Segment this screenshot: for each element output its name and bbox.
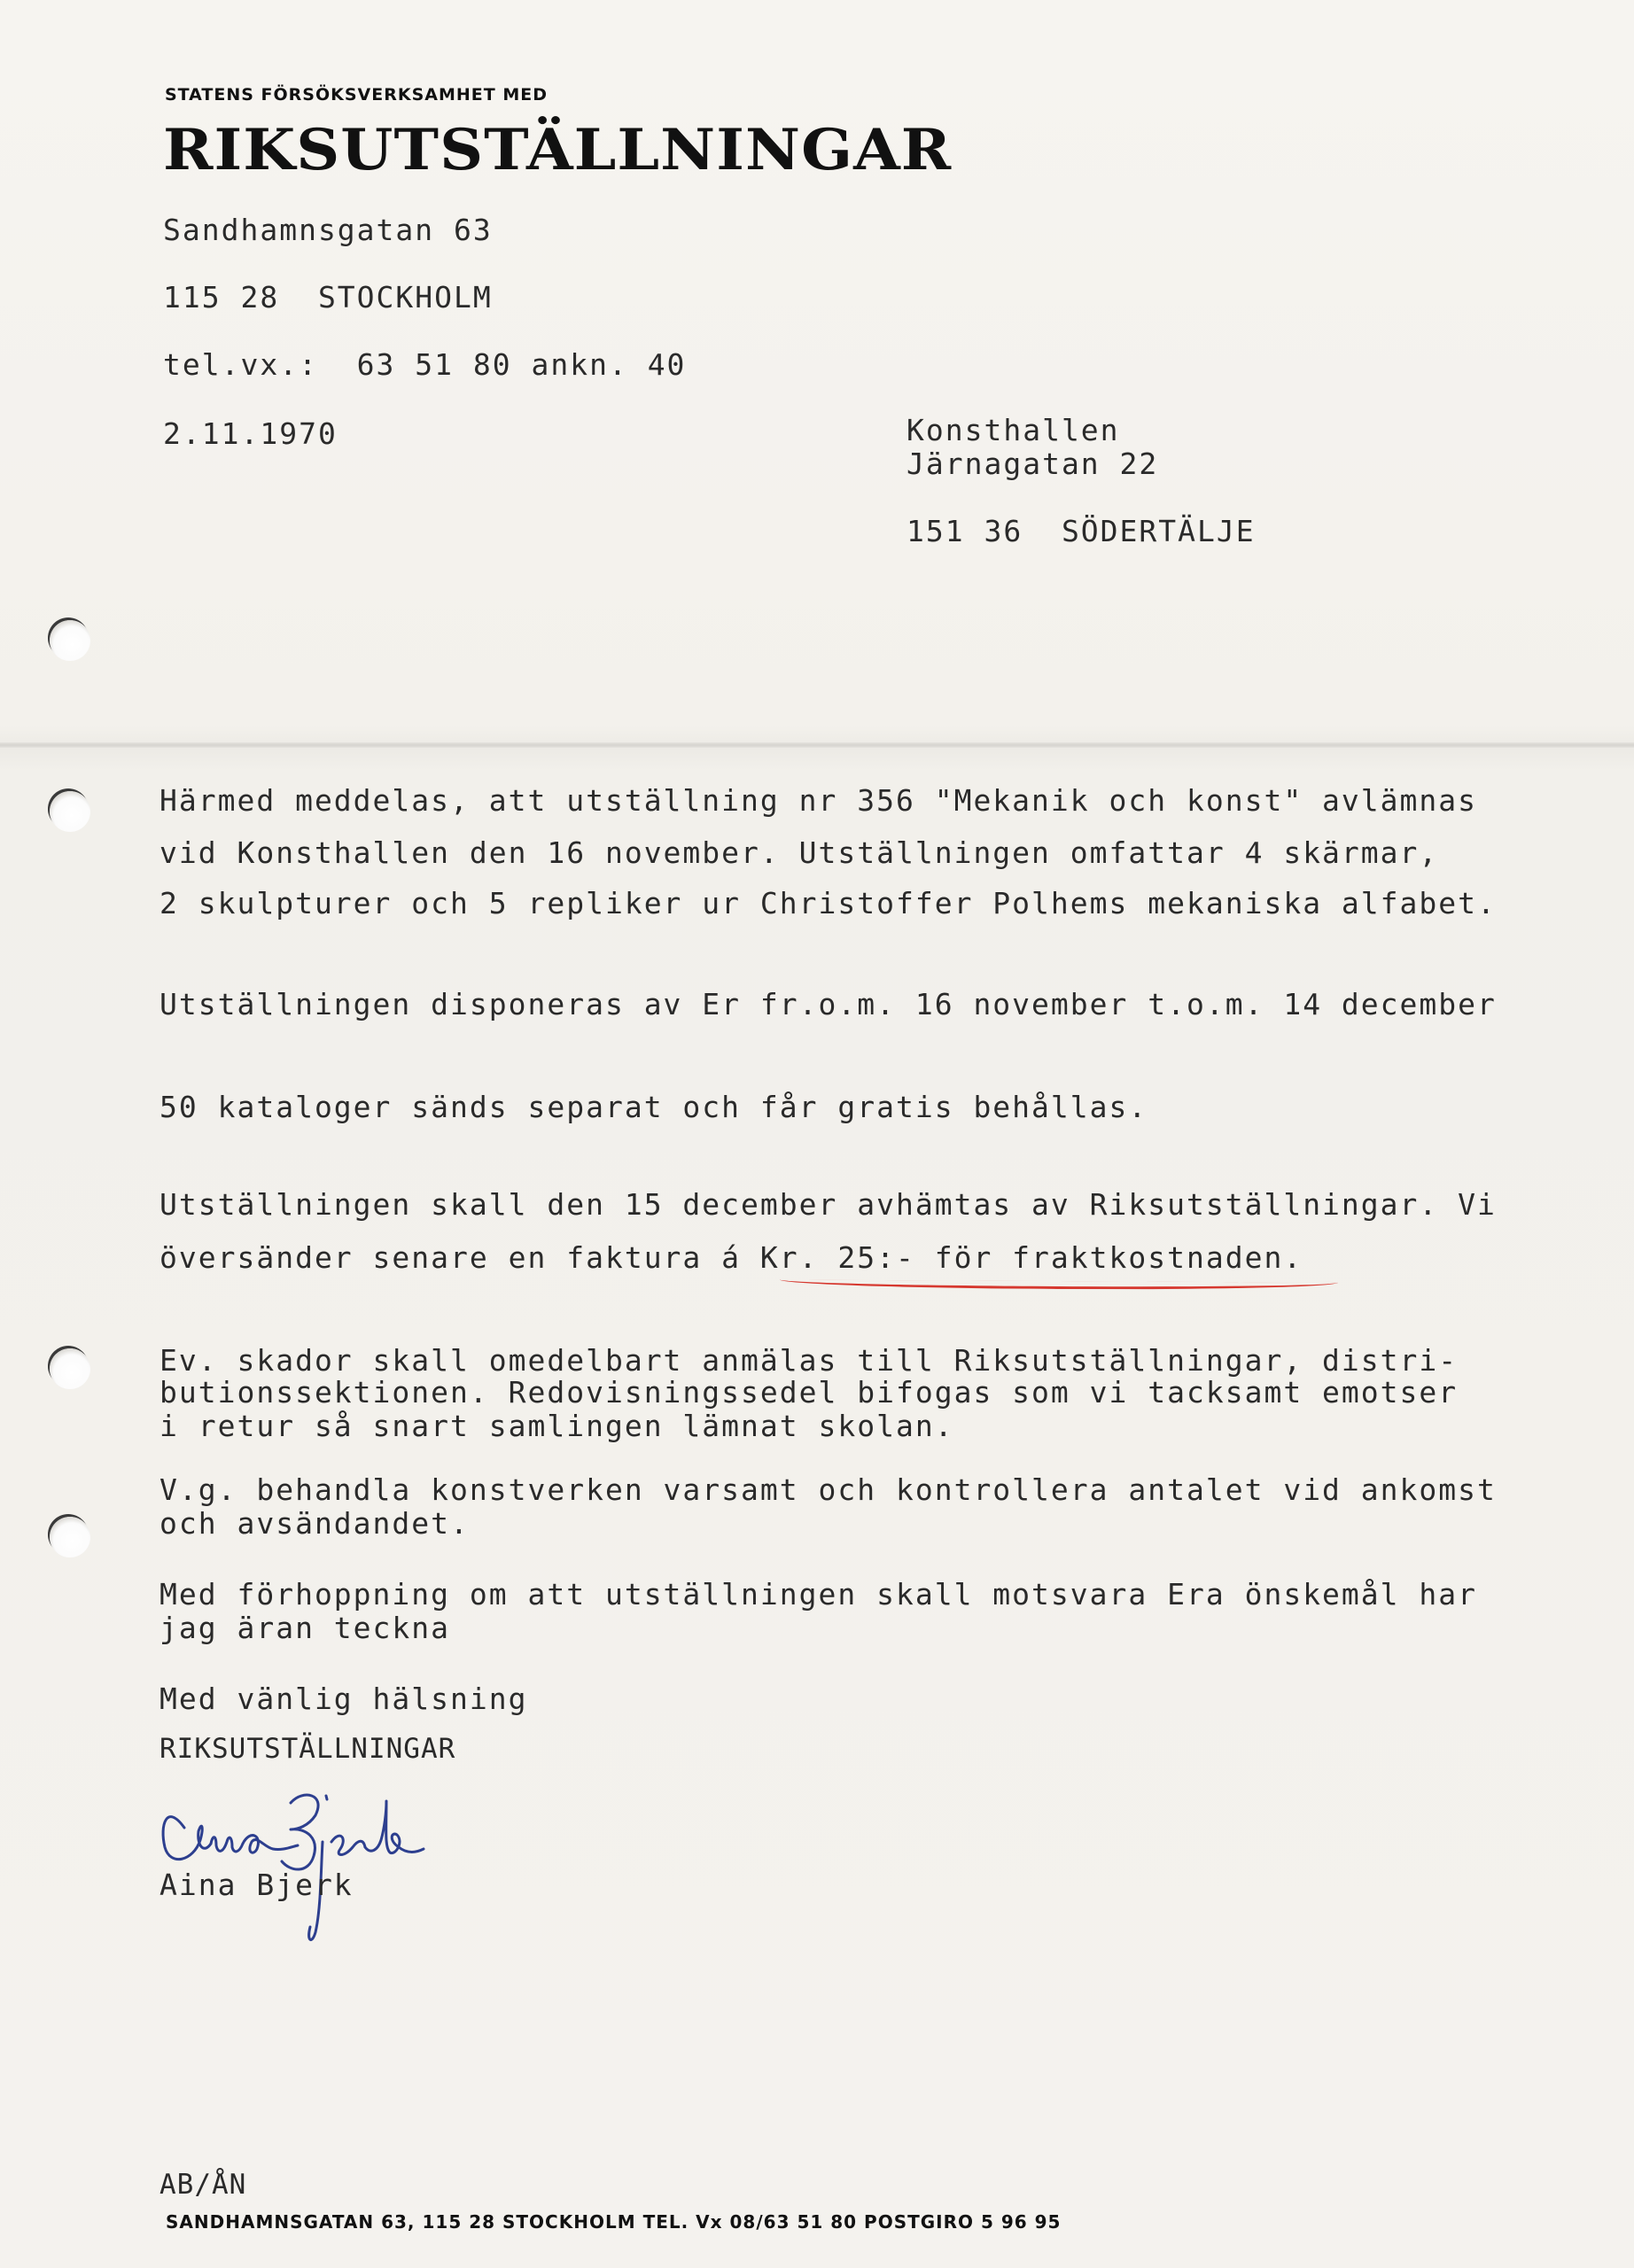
recipient-name: Konsthallen (906, 413, 1120, 447)
punch-hole (50, 620, 90, 661)
body-line: jag äran teckna (160, 1611, 451, 1645)
reference-initials: AB/ÅN (160, 2169, 247, 2201)
punch-hole (50, 791, 90, 832)
signature-text: Aina Bjerk (158, 1776, 162, 1777)
body-line: butionssektionen. Redovisningssedel bifogas som vi tacksamt emotser (160, 1375, 1459, 1410)
sender-street: Sandhamnsgatan 63 (163, 213, 493, 247)
punch-hole (50, 1348, 90, 1389)
body-line: Utställningen skall den 15 december avhämtas av Riksutställningar. Vi (160, 1187, 1497, 1222)
sender-city: 115 28 STOCKHOLM (163, 280, 493, 315)
letter-date: 2.11.1970 (163, 416, 338, 451)
recipient-street: Järnagatan 22 (906, 447, 1159, 481)
body-line: V.g. behandla konstverken varsamt och kontrollera antalet vid ankomst (160, 1472, 1497, 1507)
letterhead-org-name: RIKSUTSTÄLLNINGAR (163, 117, 953, 183)
body-line: i retur så snart samlingen lämnat skolan. (160, 1409, 954, 1443)
body-line: 2 skulpturer och 5 repliker ur Christoffer Polhems mekaniska alfabet. (160, 886, 1497, 920)
body-line: och avsändandet. (160, 1506, 470, 1541)
body-line: Utställningen disponeras av Er fr.o.m. 16 november t.o.m. 14 december (160, 987, 1497, 1021)
letterhead-org-line: STATENS FÖRSÖKSVERKSAMHET MED (165, 85, 548, 105)
letterhead-footer: SANDHAMNSGATAN 63, 115 28 STOCKHOLM TEL. Vx 08/63 51 80 POSTGIRO 5 96 95 (166, 2211, 1062, 2233)
closing-org: RIKSUTSTÄLLNINGAR (160, 1733, 456, 1765)
sender-phone: tel.vx.: 63 51 80 ankn. 40 (163, 347, 687, 382)
recipient-city: 151 36 SÖDERTÄLJE (906, 514, 1256, 548)
paper-fold (0, 742, 1634, 748)
body-line: Med förhoppning om att utställningen skall motsvara Era önskemål har (160, 1577, 1478, 1612)
handwritten-signature (158, 1776, 468, 1953)
body-line: vid Konsthallen den 16 november. Utställningen omfattar 4 skärmar, (160, 835, 1439, 870)
body-line: 50 kataloger sänds separat och får gratis behållas. (160, 1090, 1148, 1124)
body-line: Ev. skador skall omedelbart anmälas till Riksutställningar, distri- (160, 1343, 1459, 1378)
punch-hole (50, 1517, 90, 1557)
closing-greeting: Med vänlig hälsning (160, 1682, 528, 1716)
body-line: översänder senare en faktura á Kr. 25:- för fraktkostnaden. (160, 1240, 1303, 1275)
body-line: Härmed meddelas, att utställning nr 356 "Mekanik och konst" avlämnas (160, 783, 1478, 818)
signer-name: Aina Bjerk (160, 1868, 354, 1902)
